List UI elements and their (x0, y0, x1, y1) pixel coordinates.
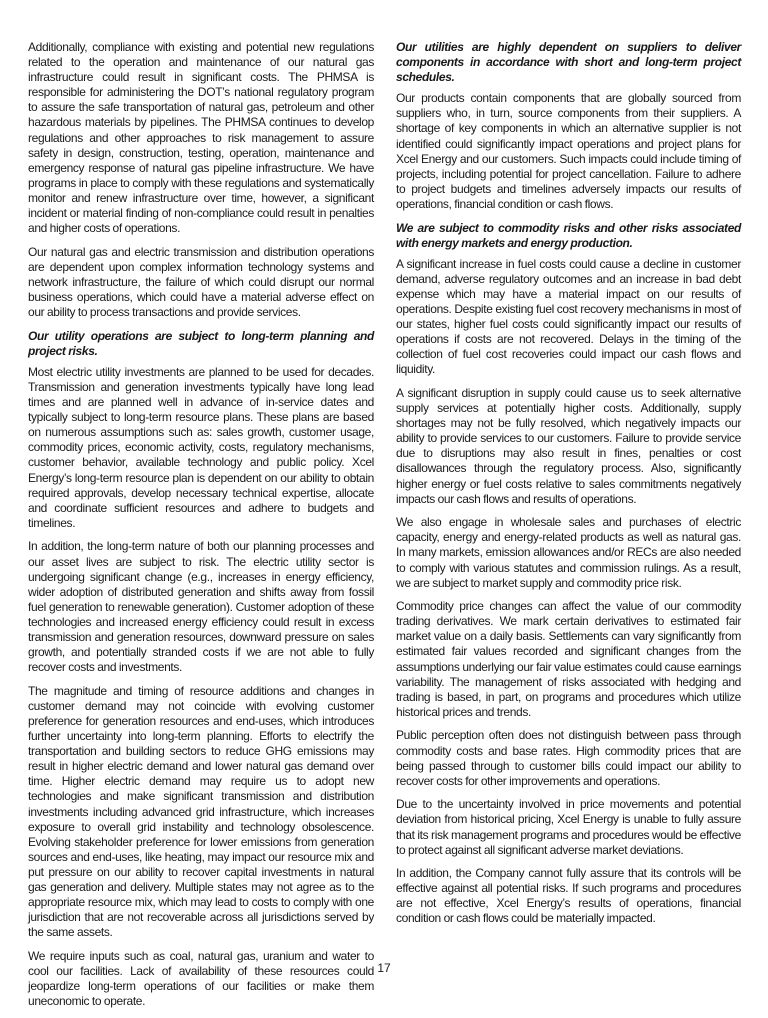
heading-commodity-risks: We are subject to commodity risks and other risks associated with energy markets and energy production. (396, 220, 741, 250)
paragraph-public-perception: Public perception often does not distinguish between pass through commodity costs and base rates. High commodity prices that are being passed through to customer bills could impact our ability to recover costs for other improvements and operations. (396, 728, 741, 788)
paragraph-controls: In addition, the Company cannot fully assure that its controls will be effective against all potential risks. If such programs and procedures are not effective, Xcel Energy’s results of operations, financial condition or cash flows could be materially impacted. (396, 866, 741, 926)
paragraph-it-systems: Our natural gas and electric transmission and distribution operations are dependent upon complex information technology systems and network infrastructure, the failure of which could disrupt our normal business operations, which could have a material adverse effect on our ability to process transactions and provide services. (28, 244, 374, 320)
paragraph-supply-disruption: A significant disruption in supply could cause us to seek alternative supply services at potentially higher costs. Additionally, supply shortages may not be fully resolved, which negatively impacts our ability to provide services to our customers. Failure to provide service due to disruptions may also result in fines, penalties or cost disallowances through the regulatory process. Also, significantly higher energy or fuel costs relative to sales commitments negatively impacts our cash flows and results of operations. (396, 385, 741, 506)
paragraph-commodity-price-changes: Commodity price changes can affect the value of our commodity trading derivatives. We mark certain derivatives to estimated fair market value on a daily basis. Settlements can vary significantly from estimated fair values recorded and significant changes from the assumptions underlying our fair value estimates could cause earnings variability. The management of risks associated with hedging and trading is based, in part, on programs and procedures which utilize historical prices and trends. (396, 599, 741, 719)
left-column (28, 40, 374, 1018)
paragraph-long-term-nature: In addition, the long-term nature of both our planning processes and our asset lives are subject to risk. The electric utility sector is undergoing significant change (e.g., increases in energy efficiency, wider adoption of distributed generation and shifts away from fossil fuel generation to renewable generation). Customer adoption of these technologies and increased energy efficiency could result in excess transmission and generation resources, downward pressure on sales growth, and potentially stranded costs if we are not able to fully recover costs and investments. (28, 539, 374, 675)
paragraph-phmsa-compliance: Additionally, compliance with existing and potential new regulations related to the operation and maintenance of our natural gas infrastructure could result in significant costs. The PHMSA is responsible for administering the DOT’s national regulatory program to assure the safe transportation of natural gas, petroleum and other hazardous materials by pipelines. The PHMSA continues to develop regulations and other approaches to risk management to assure safety in design, construction, testing, operation, maintenance and emergency response of natural gas pipeline infrastructure. We have programs in place to comply with these regulations and systematically monitor and renew infrastructure over time, however, a significant incident or material finding of non-compliance could result in penalties and higher costs of operations. (28, 40, 374, 236)
paragraph-components: Our products contain components that are globally sourced from suppliers who, in turn, source components from their suppliers. A shortage of key components in which an alternative supplier is not identified could significantly impact operations and project plans for Xcel Energy and our customers. Such impacts could include timing of projects, including potential for project cancellation. Failure to adhere to project budgets and timelines adversely impacts our results of operations, financial condition or cash flows. (396, 91, 741, 211)
paragraph-utility-investments: Most electric utility investments are planned to be used for decades. Transmission and generation investments typically have long lead times and are planned well in advance of in-service dates and typically subject to long-term resource plans. These plans are based on numerous assumptions such as: sales growth, customer usage, commodity prices, economic activity, costs, regulatory mechanisms, customer behavior, available technology and public policy. Xcel Energy’s long-term resource plan is dependent on our ability to obtain required approvals, develop necessary technical expertise, allocate and coordinate sufficient resources and adhere to budgets and timelines. (28, 364, 374, 530)
paragraph-inputs: We require inputs such as coal, natural gas, uranium and water to cool our facilities. Lack of availability of these resources could jeopardize long-term operations of our facilities or make them uneconomic to operate. (28, 948, 374, 1009)
paragraph-fuel-costs: A significant increase in fuel costs could cause a decline in customer demand, adverse regulatory outcomes and an increase in bad debt expense which may have a material impact on our results of operations. Despite existing fuel cost recovery mechanisms in most of our states, higher fuel costs could significantly impact our results of operations if costs are not recovered. Delays in the timing of the collection of fuel cost recoveries could impact our cash flows and liquidity. (396, 256, 741, 377)
paragraph-resource-additions: The magnitude and timing of resource additions and changes in customer demand may not coincide with evolving customer preference for generation resources and end-uses, which introduces further uncertainty into long-term planning. Efforts to electrify the transportation and building sectors to reduce GHG emissions may result in higher electric demand and lower natural gas demand over time. Higher electric demand may require us to adopt new technologies and make significant transmission and distribution investments including advanced grid infrastructure, which increases exposure to overall grid instability and technology obsolescence. Evolving stakeholder preference for lower emissions from generation sources and end-uses, like heating, may impact our resource mix and put pressure on our ability to recover capital investments in natural gas generation and delivery. Multiple states may not agree as to the appropriate resource mix, which may lead to costs to comply with one jurisdiction that are not recoverable across all jurisdictions served by the same assets. (28, 683, 374, 940)
right-column (396, 40, 741, 935)
heading-supplier-dependence: Our utilities are highly dependent on suppliers to deliver components in accordance with short and long-term project schedules. (396, 40, 741, 85)
page-number: 17 (377, 961, 391, 975)
paragraph-price-uncertainty: Due to the uncertainty involved in price movements and potential deviation from historical pricing, Xcel Energy is unable to fully assure that its risk management programs and procedures would be effective to protect against all significant adverse market deviations. (396, 797, 741, 857)
heading-planning-risks: Our utility operations are subject to long-term planning and project risks. (28, 328, 374, 358)
paragraph-wholesale-sales: We also engage in wholesale sales and purchases of electric capacity, energy and energy-related products as well as natural gas. In many markets, emission allowances and/or RECs are also needed to comply with various statutes and commission rulings. As a result, we are subject to market supply and commodity price risk. (396, 515, 741, 590)
